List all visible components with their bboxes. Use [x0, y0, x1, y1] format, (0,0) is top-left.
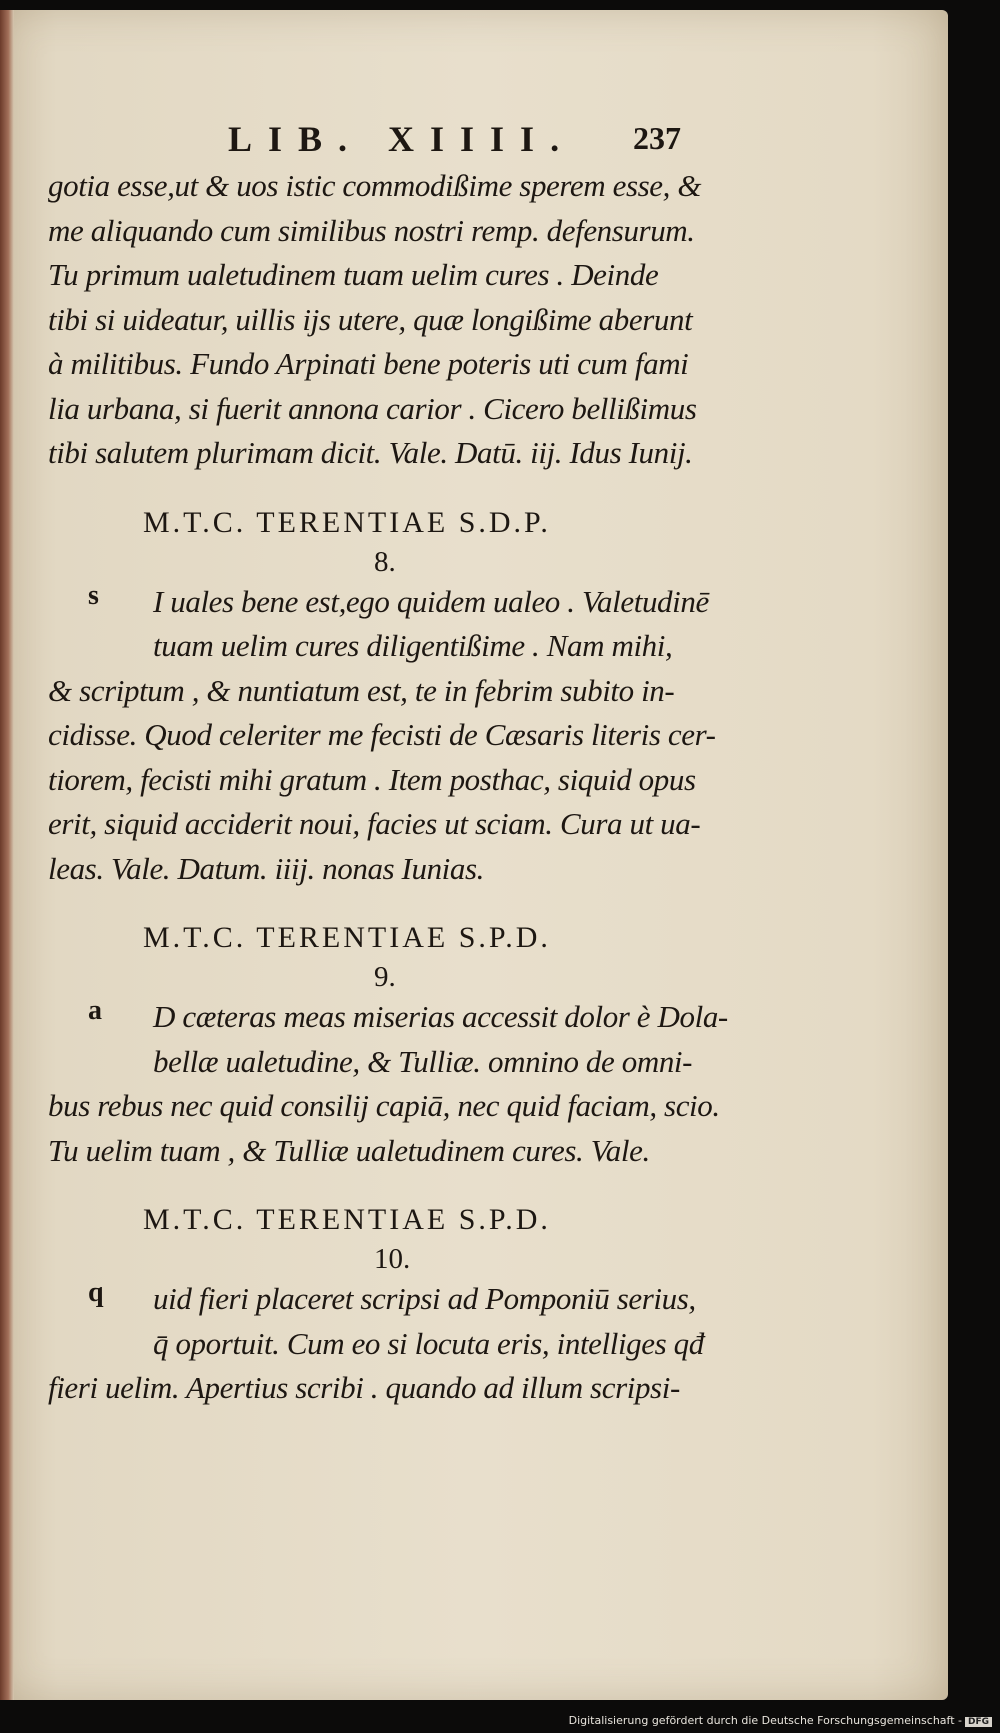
text-line: Tu uelim tuam , & Tulliæ ualetudinem cures. Vale.: [48, 1132, 650, 1168]
dfg-logo: DFG: [965, 1717, 992, 1727]
text-line: I uales bene est,ego quidem ualeo . Valetudinē: [153, 583, 709, 619]
letter-first-line: [48, 1277, 728, 1322]
text-line: lia urbana, si fuerit annona carior . Cicero bellißimus: [48, 390, 697, 426]
text-line: fieri uelim. Apertius scribi . quando ad illum scripsi-: [48, 1370, 680, 1405]
text-line: cidisse. Quod celeriter me fecisti de Cæsaris literis cer-: [48, 717, 716, 752]
top-passage: [48, 164, 728, 476]
text-line: tibi si uideatur, uillis ijs utere, quæ longißime aberunt: [48, 301, 693, 337]
text-line: D cæteras meas miserias accessit dolor è Dola-: [153, 999, 728, 1034]
text-line: bellæ ualetudine, & Tulliæ. omnino de omni-: [153, 1043, 693, 1079]
text-line: & scriptum , & nuntiatum est, te in febrim subito in-: [48, 672, 675, 708]
digitization-credit: [569, 1714, 992, 1727]
text-line: q̄ oportuit. Cum eo si locuta eris, intelliges qđ: [153, 1325, 704, 1361]
letter-heading: M.T.C. TERENTIAE S.P.D.: [143, 921, 551, 954]
text-line: gotia esse,ut & uos istic commodißime sperem esse, &: [48, 168, 702, 203]
guide-letter: q: [88, 1277, 104, 1308]
guide-letter: a: [88, 995, 102, 1026]
letter-9: [48, 917, 728, 1173]
credit-text: Digitalisierung gefördert durch die Deutsche Forschungsgemeinschaft -: [568, 1714, 962, 1727]
text-line: bus rebus nec quid consilij capiā, nec quid faciam, scio.: [48, 1088, 720, 1123]
text-line: Tu primum ualetudinem tuam uelim cures . Deinde: [48, 257, 659, 292]
guide-letter: s: [88, 579, 99, 611]
letter-first-line: [48, 580, 728, 625]
letter-heading: M.T.C. TERENTIAE S.P.D.: [143, 1203, 551, 1236]
running-head: [48, 118, 728, 164]
page-number: 237: [633, 120, 681, 156]
page-spine-edge: [0, 10, 14, 1700]
text-line: à militibus. Fundo Arpinati bene poteris uti cum fami: [48, 346, 689, 381]
text-line: me aliquando cum similibus nostri remp. defensurum.: [48, 212, 695, 248]
text-block: [48, 118, 728, 1411]
text-line: erit, siquid acciderit noui, facies ut sciam. Cura ut ua-: [48, 806, 701, 841]
letter-10: [48, 1199, 728, 1411]
text-line: tuam uelim cures diligentißime . Nam mihi,: [153, 628, 673, 663]
letter-number: 9.: [374, 961, 396, 993]
text-line: leas. Vale. Datum. iiij. nonas Iunias.: [48, 850, 485, 886]
letter-8: [48, 502, 728, 892]
text-line: tibi salutem plurimam dicit. Vale. Datū. iij. Idus Iunij.: [48, 435, 693, 470]
letter-first-line: [48, 995, 728, 1040]
letter-number: 8.: [374, 545, 396, 578]
letter-number: 10.: [374, 1243, 411, 1275]
running-head-title: LIB. XIIII.: [228, 119, 576, 159]
text-line: tiorem, fecisti mihi gratum . Item posthac, siquid opus: [48, 761, 696, 797]
letter-heading: M.T.C. TERENTIAE S.D.P.: [143, 505, 551, 539]
text-line: uid fieri placeret scripsi ad Pomponiū serius,: [153, 1281, 696, 1316]
